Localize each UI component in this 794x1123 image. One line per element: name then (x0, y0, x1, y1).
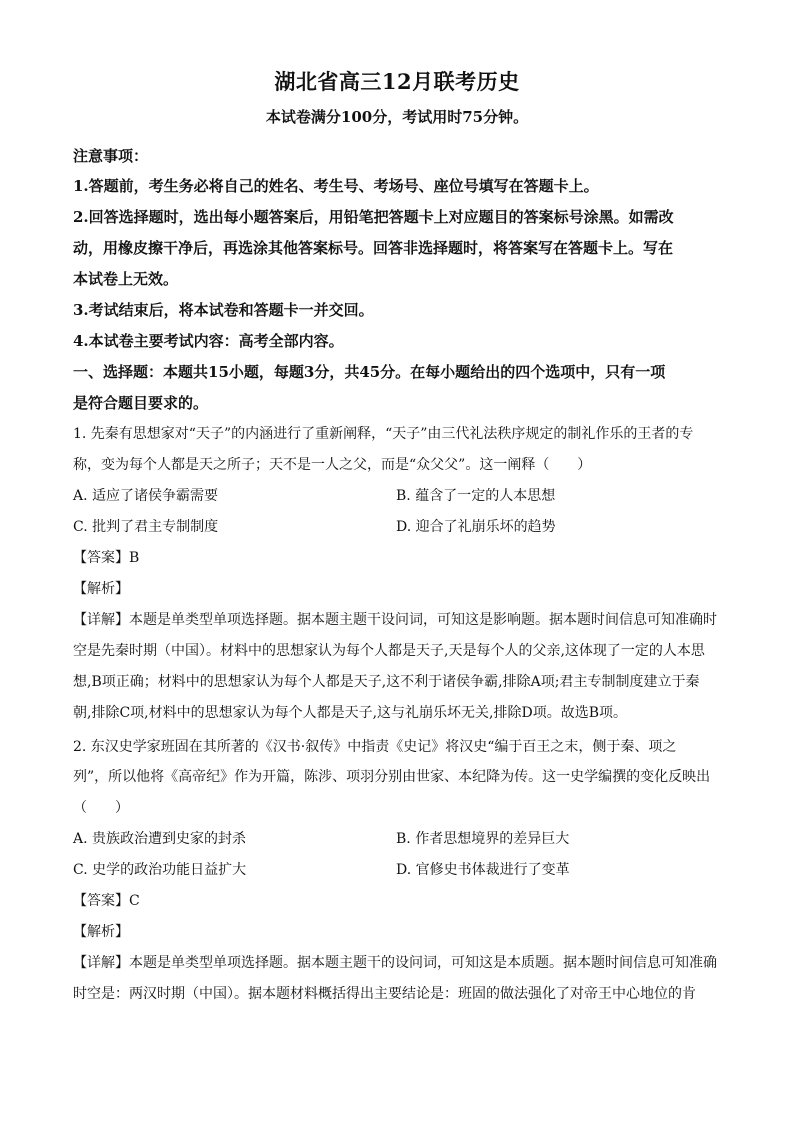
question-2-answer: 【答案】C (73, 893, 140, 909)
notes-line: 4.本试卷主要考试内容：高考全部内容。 (73, 332, 344, 350)
notes-line: 1.答题前，考生务必将自己的姓名、考生号、考场号、座位号填写在答题卡上。 (73, 177, 599, 195)
question-1-analysis-label: 【解析】 (73, 581, 129, 597)
notes-line: 本试卷上无效。 (73, 270, 179, 288)
page-title: 湖北省高三12月联考历史 (274, 69, 520, 94)
question-2-stem: （ ） (73, 800, 129, 816)
question-2-option-a: A. 贵族政治遭到史家的封杀 (73, 831, 247, 847)
question-2-detail: 【详解】本题是单类型单项选择题。据本题主题干的设问词，可知这是本质题。据本题时间信息可知准确 (73, 955, 717, 971)
question-2-option-b: B. 作者思想境界的差异巨大 (396, 831, 570, 847)
question-1-answer: 【答案】B (73, 550, 140, 566)
question-1-detail: 空是先秦时期（中国）。材料中的思想家认为每个人都是天子,天是每个人的父亲,这体现了一定的人本思 (73, 643, 705, 659)
question-1-detail: 【详解】本题是单类型单项选择题。据本题主题干设问词，可知这是影响题。据本题时间信息可知准确时 (73, 612, 717, 628)
question-2-stem: 2. 东汉史学家班固在其所著的《汉书·叙传》中指责《史记》将汉史“编于百王之末，侧于秦、项之 (73, 739, 677, 755)
page-subtitle: 本试卷满分100分，考试用时75分钟。 (265, 108, 529, 126)
question-1-option-d: D. 迎合了礼崩乐坏的趋势 (396, 519, 556, 535)
notes-line: 动，用橡皮擦干净后，再选涂其他答案标号。回答非选择题时，将答案写在答题卡上。写在 (73, 239, 674, 257)
question-2-option-c: C. 史学的政治功能日益扩大 (73, 862, 247, 878)
question-1-detail: 朝,排除C项,材料中的思想家认为每个人都是天子,这与礼崩乐坏无关,排除D项。故选B项。 (73, 705, 628, 721)
notes-heading: 注意事项： (73, 147, 149, 165)
notes-line: 3.考试结束后，将本试卷和答题卡一并交回。 (73, 301, 374, 319)
section-heading: 是符合题目要求的。 (73, 394, 209, 412)
question-2-stem: 列”，所以他将《高帝纪》作为开篇，陈涉、项羽分别由世家、本纪降为传。这一史学编撰的变化反映出 (73, 769, 711, 785)
notes-line: 2.回答选择题时，选出每小题答案后，用铅笔把答题卡上对应题目的答案标号涂黑。如需改 (73, 208, 674, 226)
question-1-option-c: C. 批判了君主专制制度 (73, 519, 219, 535)
question-1-detail: 想,B项正确；材料中的思想家认为每个人都是天子,这不利于诸侯争霸,排除A项;君主专制制度建立于秦 (73, 674, 700, 690)
question-2-detail: 时空是：两汉时期（中国）。据本题材料概括得出主要结论是：班固的做法强化了对帝王中心地位的肯 (73, 986, 696, 1002)
question-1-option-b: B. 蕴含了一定的人本思想 (396, 488, 556, 504)
section-heading: 一、选择题：本题共15小题，每题3分，共45分。在每小题给出的四个选项中，只有一项 (73, 363, 666, 381)
question-1-stem: 1. 先秦有思想家对“天子”的内涵进行了重新阐释，“天子”由三代礼法秩序规定的制礼作乐的王者的专 (73, 426, 694, 442)
question-1-option-a: A. 适应了诸侯争霸需要 (73, 488, 219, 504)
question-1-stem: 称，变为每个人都是天之所子；天不是一人之父，而是“众父父”。这一阐释（ ） (73, 457, 592, 473)
question-2-option-d: D. 官修史书体裁进行了变革 (396, 862, 570, 878)
question-2-analysis-label: 【解析】 (73, 924, 129, 940)
